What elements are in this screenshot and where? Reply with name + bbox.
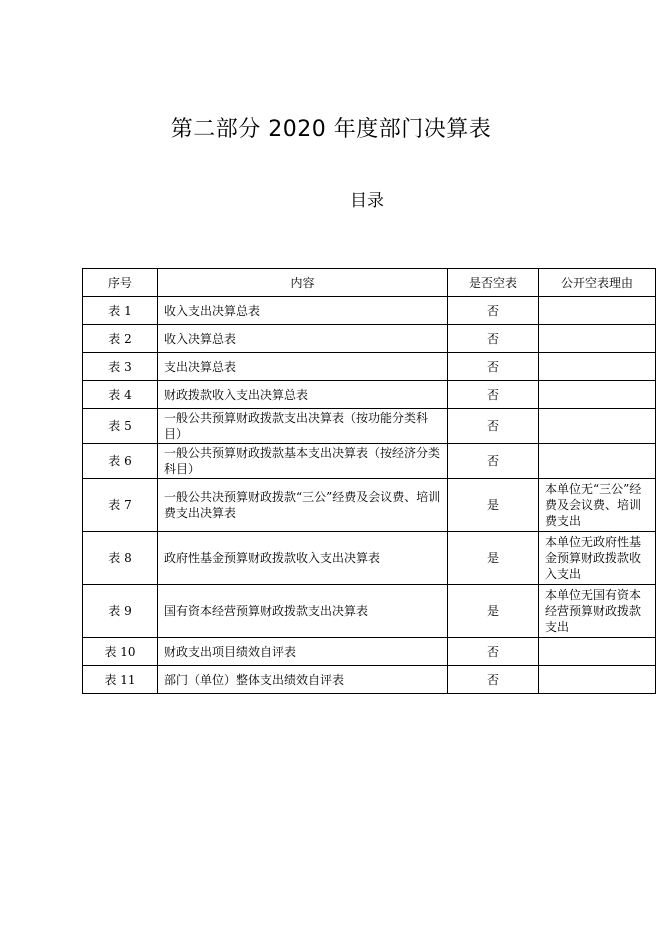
row-reason: [539, 638, 656, 666]
row-empty: 否: [448, 353, 539, 381]
row-reason: [539, 297, 656, 325]
header-content: 内容: [158, 269, 448, 297]
row-content: 收入支出决算总表: [158, 297, 448, 325]
table-row: [83, 297, 656, 325]
row-content: 一般公共预算财政拨款基本支出决算表（按经济分类科目）: [158, 444, 448, 479]
row-reason: 本单位无“三公”经费及会议费、培训费支出: [539, 479, 656, 532]
row-no: 表 5: [83, 409, 158, 444]
row-no: 表 7: [83, 479, 158, 532]
row-no: 表 10: [83, 638, 158, 666]
row-reason: 本单位无政府性基金预算财政拨款收入支出: [539, 532, 656, 585]
row-empty: 是: [448, 532, 539, 585]
row-content: 国有资本经营预算财政拨款支出决算表: [158, 585, 448, 638]
row-empty: 否: [448, 638, 539, 666]
row-reason: [539, 353, 656, 381]
row-content: 部门（单位）整体支出绩效自评表: [158, 666, 448, 694]
table-row: [83, 409, 656, 444]
header-no: 序号: [83, 269, 158, 297]
row-reason: [539, 409, 656, 444]
table-row: [83, 444, 656, 479]
toc-table: [82, 268, 656, 694]
table-row: [83, 585, 656, 638]
row-reason: [539, 325, 656, 353]
table-row: [83, 325, 656, 353]
table-row: [83, 532, 656, 585]
row-no: 表 1: [83, 297, 158, 325]
row-content: 财政拨款收入支出决算总表: [158, 381, 448, 409]
row-reason: [539, 666, 656, 694]
page-title: 第二部分 2020 年度部门决算表: [170, 117, 492, 142]
row-no: 表 4: [83, 381, 158, 409]
row-no: 表 3: [83, 353, 158, 381]
table-header-row: [83, 269, 656, 297]
row-empty: 否: [448, 409, 539, 444]
row-no: 表 6: [83, 444, 158, 479]
row-empty: 是: [448, 585, 539, 638]
row-no: 表 11: [83, 666, 158, 694]
toc-heading: 目录: [350, 191, 384, 211]
row-reason: [539, 381, 656, 409]
table-row: [83, 666, 656, 694]
row-no: 表 8: [83, 532, 158, 585]
header-reason: 公开空表理由: [539, 269, 656, 297]
row-no: 表 2: [83, 325, 158, 353]
row-content: 一般公共决预算财政拨款“三公”经费及会议费、培训费支出决算表: [158, 479, 448, 532]
row-content: 财政支出项目绩效自评表: [158, 638, 448, 666]
row-empty: 否: [448, 666, 539, 694]
header-empty: 是否空表: [448, 269, 539, 297]
table-row: [83, 479, 656, 532]
table-row: [83, 381, 656, 409]
row-empty: 否: [448, 381, 539, 409]
table-row: [83, 353, 656, 381]
row-reason: 本单位无国有资本经营预算财政拨款支出: [539, 585, 656, 638]
row-content: 支出决算总表: [158, 353, 448, 381]
row-reason: [539, 444, 656, 479]
table-row: [83, 638, 656, 666]
row-content: 收入决算总表: [158, 325, 448, 353]
row-empty: 否: [448, 325, 539, 353]
row-empty: 否: [448, 297, 539, 325]
row-empty: 否: [448, 444, 539, 479]
row-content: 政府性基金预算财政拨款收入支出决算表: [158, 532, 448, 585]
row-no: 表 9: [83, 585, 158, 638]
row-content: 一般公共预算财政拨款支出决算表（按功能分类科目）: [158, 409, 448, 444]
row-empty: 是: [448, 479, 539, 532]
